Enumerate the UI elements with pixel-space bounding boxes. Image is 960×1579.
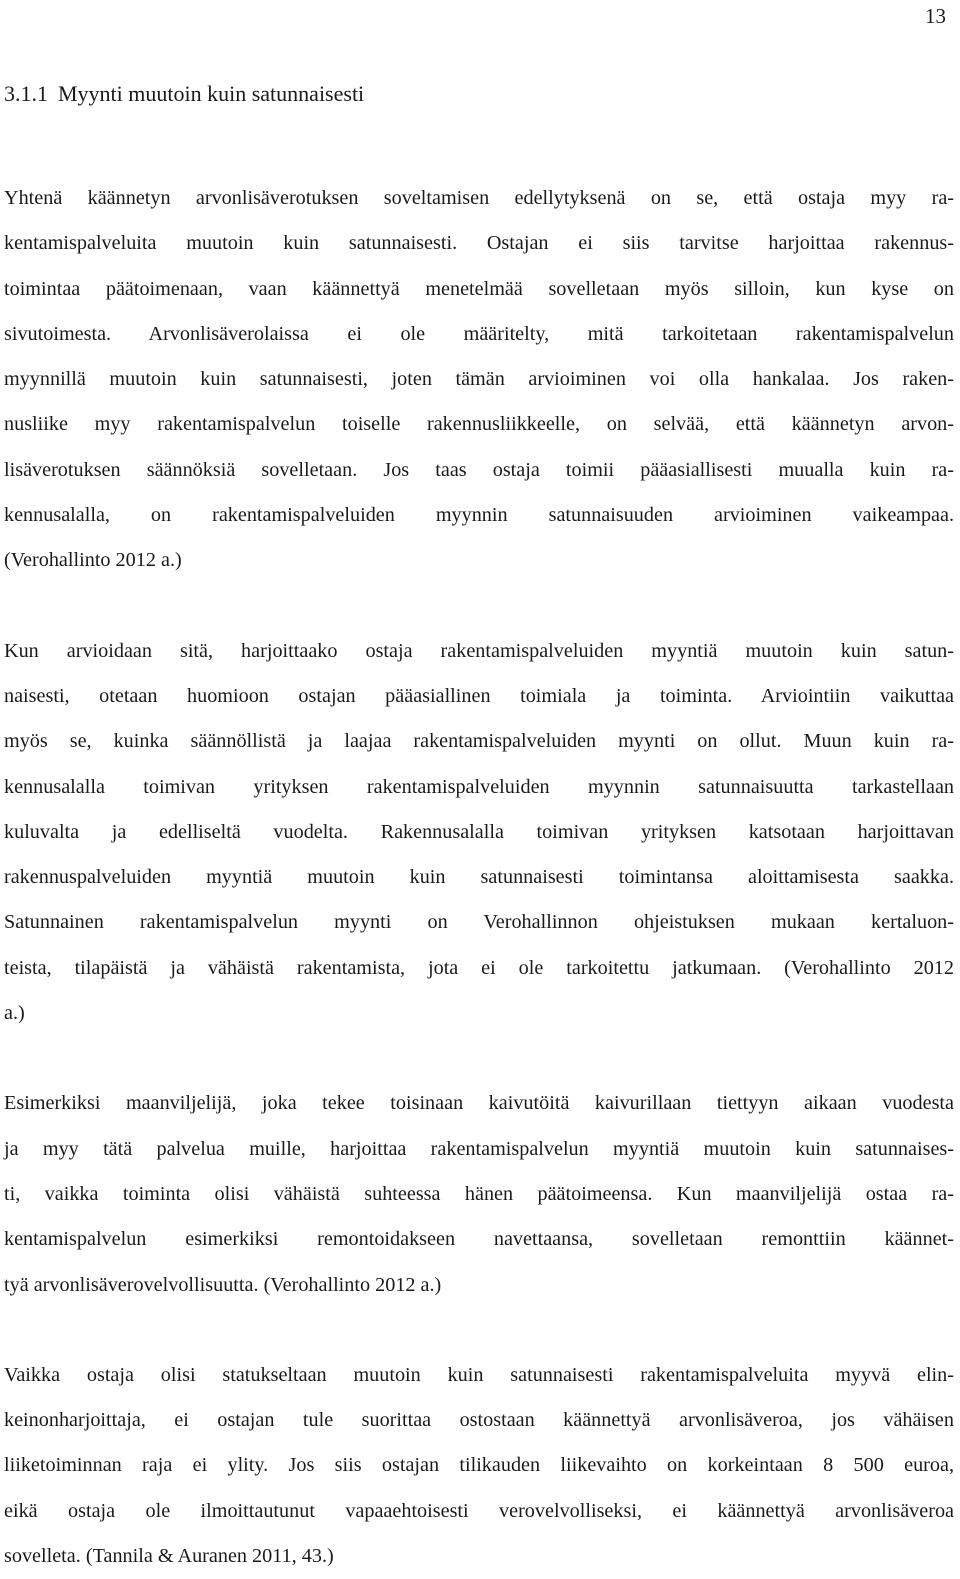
text-line: Kun arvioidaan sitä, harjoittaako ostaja rakentamispalveluiden myyntiä muutoin kuin satun- <box>4 639 954 662</box>
text-line: naisesti, otetaan huomioon ostajan pääasiallinen toimiala ja toiminta. Arviointiin vaikuttaa <box>4 684 954 707</box>
section-number: 3.1.1 <box>4 81 48 106</box>
text-line: liiketoiminnan raja ei ylity. Jos siis ostajan tilikauden liikevaihto on korkeintaan 8 500 euroa, <box>4 1454 954 1477</box>
text-line: a.) <box>4 1002 25 1025</box>
paragraph-gap <box>4 1036 954 1081</box>
paragraph <box>4 629 954 1037</box>
text-line: Satunnainen rakentamispalvelun myynti on Verohallinnon ohjeistuksen mukaan kertaluon- <box>4 911 954 934</box>
paragraph <box>4 1081 954 1307</box>
text-line: rakennuspalveluiden myyntiä muutoin kuin satunnaisesti toimintansa aloittamisesta saakka. <box>4 866 954 889</box>
text-line: kentamispalvelun esimerkiksi remontoidakseen navettaansa, sovelletaan remonttiin käännet- <box>4 1228 954 1251</box>
text-line: lisäverotuksen säännöksiä sovelletaan. Jos taas ostaja toimii pääasiallisesti muualla kuin ra- <box>4 458 954 481</box>
text-line: tyä arvonlisäverovelvollisuutta. (Verohallinto 2012 a.) <box>4 1273 442 1296</box>
text-line: (Verohallinto 2012 a.) <box>4 549 182 572</box>
paragraph <box>4 176 954 584</box>
page-number: 13 <box>925 4 946 28</box>
paragraph-gap <box>4 1308 954 1353</box>
section-title: Myynti muutoin kuin satunnaisesti <box>58 81 365 106</box>
text-line: sovelleta. (Tannila & Auranen 2011, 43.) <box>4 1545 334 1568</box>
document-body <box>4 176 954 1579</box>
text-line: keinonharjoittaja, ei ostajan tule suorittaa ostostaan käännettyä arvonlisäveroa, jos vähäisen <box>4 1409 954 1432</box>
text-line: eikä ostaja ole ilmoittautunut vapaaehtoisesti verovelvolliseksi, ei käännettyä arvonlisäveroa <box>4 1499 954 1522</box>
paragraph-gap <box>4 584 954 629</box>
text-line: myynnillä muutoin kuin satunnaisesti, joten tämän arvioiminen voi olla hankalaa. Jos raken- <box>4 368 954 391</box>
text-line: toimintaa päätoimenaan, vaan käännettyä menetelmää sovelletaan myös silloin, kun kyse on <box>4 277 954 300</box>
text-line: ti, vaikka toiminta olisi vähäistä suhteessa hänen päätoimeensa. Kun maanviljelijä ostaa ra- <box>4 1182 954 1205</box>
text-line: Vaikka ostaja olisi statukseltaan muutoin kuin satunnaisesti rakentamispalveluita myyvä elin- <box>4 1363 954 1386</box>
text-line: ja myy tätä palvelua muille, harjoittaa rakentamispalvelun myyntiä muutoin kuin satunnaises- <box>4 1137 954 1160</box>
section-heading <box>4 81 364 107</box>
text-line: teista, tilapäistä ja vähäistä rakentamista, jota ei ole tarkoitettu jatkumaan. (Verohallinto 2012 <box>4 956 954 979</box>
text-line: Esimerkiksi maanviljelijä, joka tekee toisinaan kaivutöitä kaivurillaan tiettyyn aikaan vuodesta <box>4 1092 954 1115</box>
paragraph <box>4 1353 954 1579</box>
text-line: Yhtenä käännetyn arvonlisäverotuksen soveltamisen edellytyksenä on se, että ostaja myy ra- <box>4 187 954 209</box>
text-line: nusliike myy rakentamispalvelun toiselle rakennusliikkeelle, on selvää, että käännetyn arvon- <box>4 413 954 436</box>
text-line: kennusalalla, on rakentamispalveluiden myynnin satunnaisuuden arvioiminen vaikeampaa. <box>4 504 954 527</box>
text-line: kuluvalta ja edelliseltä vuodelta. Rakennusalalla toimivan yrityksen katsotaan harjoittavan <box>4 820 954 843</box>
text-line: kentamispalveluita muutoin kuin satunnaisesti. Ostajan ei siis tarvitse harjoittaa rakennus- <box>4 232 954 255</box>
text-line: myös se, kuinka säännöllistä ja laajaa rakentamispalveluiden myynti on ollut. Muun kuin ra- <box>4 730 954 753</box>
text-line: sivutoimesta. Arvonlisäverolaissa ei ole määritelty, mitä tarkoitetaan rakentamispalvelun <box>4 322 954 345</box>
text-line: kennusalalla toimivan yrityksen rakentamispalveluiden myynnin satunnaisuutta tarkastellaan <box>4 775 954 798</box>
